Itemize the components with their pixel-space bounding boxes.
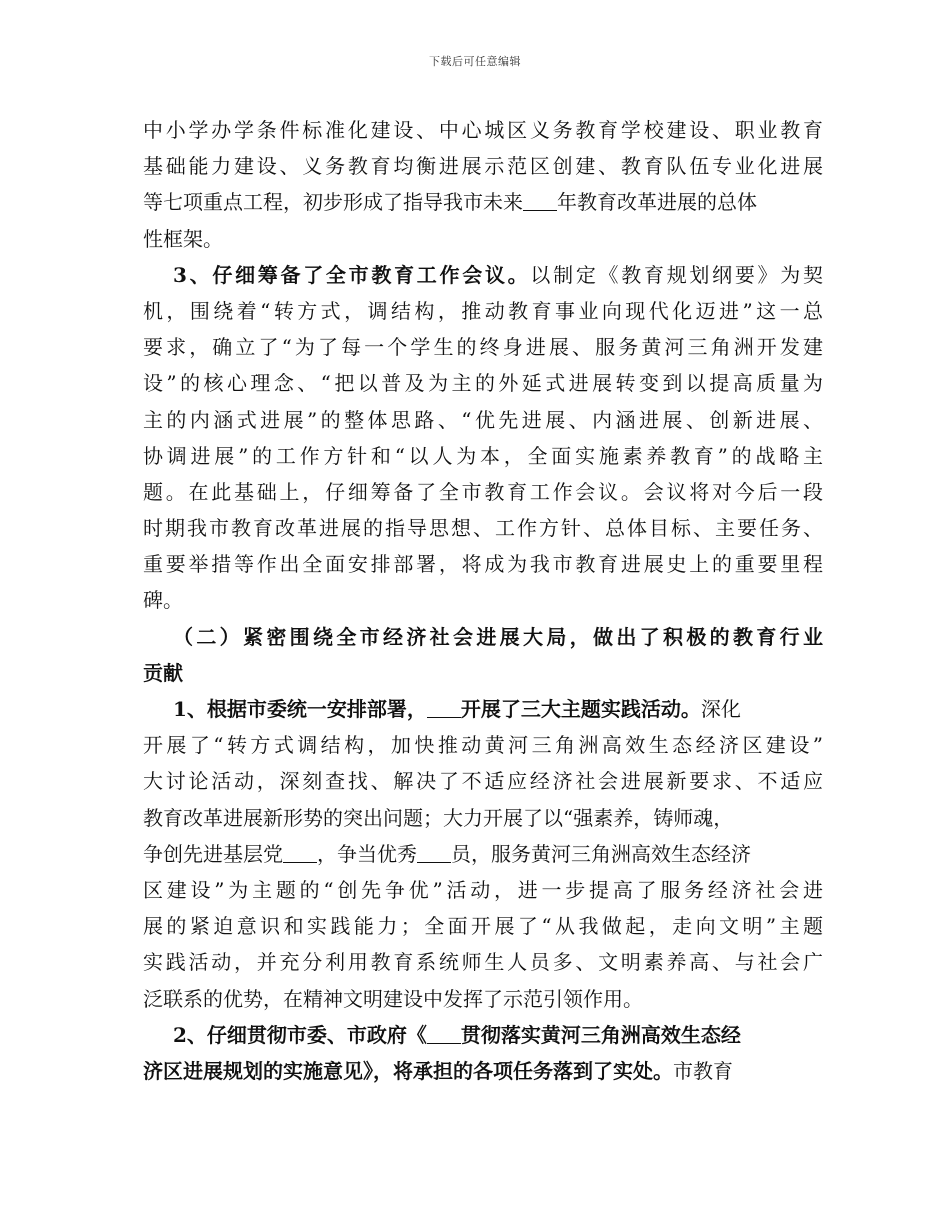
text-line: 开展了“转方式调结构，加快推动黄河三角洲高效生态经济区建设” xyxy=(143,733,823,758)
document-body xyxy=(143,112,823,1089)
text-line: 协调进展”的工作方针和“以人为本，全面实施素养教育”的战略主 xyxy=(143,443,823,468)
text-line: 性框架。 xyxy=(143,226,223,251)
fill-blank xyxy=(427,699,461,718)
section-title xyxy=(143,619,823,691)
fill-blank xyxy=(427,1025,461,1044)
text-line xyxy=(143,836,823,872)
text-line xyxy=(143,257,823,293)
text-line: 实践活动，并充分利用教育系统师生人员多、文明素养高、与社会广 xyxy=(143,950,823,975)
text-line: 教育改革进展新形势的突出问题；大力开展了以“强素养，铸师魂， xyxy=(143,805,734,830)
text-line: 大讨论活动，深刻查找、解决了不适应经济社会进展新要求、不适应 xyxy=(143,769,823,794)
text-line: 基础能力建设、义务教育均衡进展示范区创建、教育队伍专业化进展 xyxy=(143,154,823,179)
text-line: 要求，确立了“为了每一个学生的终身进展、服务黄河三角洲开发建 xyxy=(143,335,823,360)
text-line: 展的紧迫意识和实践能力；全面开展了“从我做起，走向文明”主题 xyxy=(143,914,823,939)
text-line: 碑。 xyxy=(143,588,183,613)
item-heading: 济区进展规划的实施意见》，将承担的各项任务落到了实处。 xyxy=(143,1058,673,1083)
text-segment: 等七项重点工程，初步形成了指导我市未来 xyxy=(143,190,523,215)
text-segment: 深化 xyxy=(700,697,741,721)
text-segment: ，争当优秀 xyxy=(317,841,417,866)
item-heading: 2、仔细贯彻市委、市政府《 xyxy=(173,1022,427,1047)
text-line: 泛联系的优势，在精神文明建设中发挥了示范引领作用。 xyxy=(143,986,643,1011)
text-line xyxy=(143,1017,823,1053)
fill-blank xyxy=(283,844,317,863)
text-line: 题。在此基础上，仔细筹备了全市教育工作会议。会议将对今后一段 xyxy=(143,479,823,504)
text-line: 区建设”为主题的“创先争优”活动，进一步提高了服务经济社会进 xyxy=(143,877,823,902)
page-header: 下载后可任意编辑 xyxy=(429,55,521,68)
text-line xyxy=(143,184,823,220)
text-segment: 以制定《教育规划纲要》为契 xyxy=(530,262,823,287)
text-line: 重要举措等作出全面安排部署，将成为我市教育进展史上的重要里程 xyxy=(143,552,823,577)
section-heading: 3、仔细筹备了全市教育工作会议。 xyxy=(173,262,531,287)
item-heading: 1、根据市委统一安排部署， xyxy=(173,697,427,721)
item-heading: 贯彻落实黄河三角洲高效生态经 xyxy=(460,1022,741,1047)
text-segment: 员，服务黄河三角洲高效生态经济 xyxy=(451,841,751,866)
text-line: 设”的核心理念、“把以普及为主的外延式进展转变到以提高质量为 xyxy=(143,371,823,396)
text-line xyxy=(143,1053,823,1089)
text-line xyxy=(143,691,823,727)
text-line: 时期我市教育改革进展的指导思想、工作方针、总体目标、主要任务、 xyxy=(143,516,823,541)
fill-blank xyxy=(523,192,557,211)
text-line: 主的内涵式进展”的整体思路、“优先进展、内涵进展、创新进展、 xyxy=(143,407,823,432)
fill-blank xyxy=(417,844,451,863)
paragraph-2 xyxy=(143,257,823,619)
paragraph-1 xyxy=(143,112,823,257)
paragraph-4 xyxy=(143,1017,823,1089)
paragraph-3 xyxy=(143,691,823,1017)
heading-line: （二）紧密围绕全市经济社会进展大局，做出了积极的教育行业 xyxy=(173,624,823,649)
heading-line: 贡献 xyxy=(143,660,183,685)
text-line: 中小学办学条件标准化建设、中心城区义务教育学校建设、职业教育 xyxy=(143,118,823,142)
text-line: 机，围绕着“转方式，调结构，推动教育事业向现代化迈进”这一总 xyxy=(143,298,823,323)
item-heading: 开展了三大主题实践活动。 xyxy=(460,697,701,721)
text-segment: 争创先进基层党 xyxy=(143,841,283,866)
text-segment: 市教育 xyxy=(673,1058,733,1083)
text-segment: 年教育改革进展的总体 xyxy=(557,190,757,215)
